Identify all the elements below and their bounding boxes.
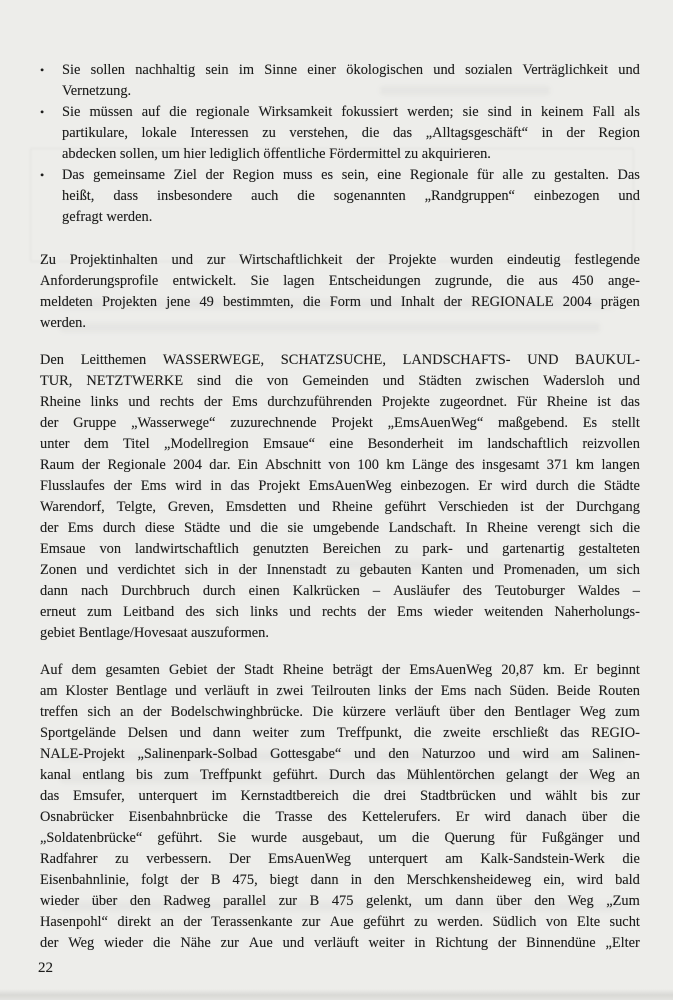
text-line: Radfahrer zu verbessern. Der EmsAuenWeg unterquert am Kalk-Sandstein-Werk die [40, 851, 640, 867]
text-line: Flusslaufes der Ems wird in das Projekt EmsAuenWeg einbezogen. Er wird durch die Städte [40, 478, 640, 494]
text-line: der Weg wieder die Nähe zur Aue und verläuft weiter in Richtung der Binnendüne „Elter [40, 935, 640, 951]
text-line: unter dem Titel „Modellregion Emsaue“ eine Besonderheit im landschaftlich reizvollen [40, 436, 640, 452]
text-line: TUR, NETZTWERKE sind die von Gemeinden und Städten zwischen Wadersloh und [40, 373, 640, 389]
bullet-icon: • [40, 105, 45, 119]
text-line: gebiet Bentlage/Hovesaat auszuformen. [40, 625, 269, 641]
text-line: Sie sollen nachhaltig sein im Sinne einer ökologischen und sozialen Verträglichkeit und [62, 62, 640, 78]
text-line: Auf dem gesamten Gebiet der Stadt Rheine beträgt der EmsAuenWeg 20,87 km. Er beginnt [40, 662, 640, 678]
text-line: der Gruppe „Wasserwege“ zuzurechnende Projekt „EmsAuenWeg“ maßgebend. Es stellt [40, 415, 640, 431]
text-line: Hasenpohl“ direkt an der Terassenkante zur Aue geführt zu werden. Südlich von Elte sucht [40, 914, 640, 930]
text-line: dann nach Durchbruch durch einen Kalkrücken – Ausläufer des Teutoburger Waldes – [40, 583, 640, 599]
text-line: Eisenbahnlinie, folgt der B 475, biegt dann in den Merschkensheideweg ein, wird bald [40, 872, 640, 888]
bullet-item [40, 102, 640, 165]
text-line: das Emsufer, unterquert im Kernstadtbereich die drei Stadtbrücken und wählt bis zur [40, 788, 640, 804]
bullet-item [40, 60, 640, 102]
bullet-item [40, 165, 640, 228]
paragraph-leitthemen [40, 350, 640, 644]
bullet-text [62, 102, 640, 165]
text-line: Vernetzung. [62, 83, 132, 99]
text-line: Zonen und verdichtet sich in der Innenstadt zu gebauten Kanten und Promenaden, um sich [40, 562, 640, 578]
text-line: der Ems durch diese Städte und die sie umgebende Landschaft. In Rheine verengt sich die [40, 520, 640, 536]
text-line: „Soldatenbrücke“ geführt. Sie wurde ausgebaut, um die Querung für Fußgänger und [40, 830, 640, 846]
bullet-icon: • [40, 168, 45, 182]
text-line: Den Leitthemen WASSERWEGE, SCHATZSUCHE, LANDSCHAFTS- UND BAUKUL- [40, 352, 640, 368]
text-line: Anforderungsprofile entwickelt. Sie lagen Entscheidungen zugrunde, die aus 450 ange- [40, 273, 640, 289]
text-line: Emsaue von landwirtschaftlich genutzten Bereichen zu park- und gartenartig gestalteten [40, 541, 640, 557]
text-line: Zu Projektinhalten und zur Wirtschaftlichkeit der Projekte wurden eindeutig festlegende [40, 252, 640, 268]
page-content [40, 60, 640, 954]
paragraph-emsauenweg-route [40, 660, 640, 954]
bullet-text [62, 60, 640, 102]
text-line: Sie müssen auf die regionale Wirksamkeit fokussiert werden; sie sind in keinem Fall als [62, 104, 640, 120]
bullet-list [40, 60, 640, 228]
text-line: Sportgelände Delsen und dann weiter zum Treffpunkt, die zweite erschließt das REGIO- [40, 725, 640, 741]
text-line: kanal entlang bis zum Treffpunkt geführt. Durch das Mühlentörchen gelangt der Weg an [40, 767, 640, 783]
text-line: heißt, dass insbesondere auch die sogenannten „Randgruppen“ einbezogen und [62, 188, 640, 204]
scan-bottom-edge [0, 989, 673, 1000]
text-line: am Kloster Bentlage und verläuft in zwei Teilrouten links der Ems nach Süden. Beide Routen [40, 683, 640, 699]
bullet-icon: • [40, 63, 45, 77]
page-number: 22 [38, 960, 53, 976]
text-line: treffen sich an der Bodelschwinghbrücke. Die kürzere verläuft über den Bentlager Weg zum [40, 704, 640, 720]
text-line: abdecken sollen, um hier lediglich öffentliche Fördermittel zu akquirieren. [62, 146, 491, 162]
text-line: gefragt werden. [62, 209, 153, 225]
text-line: Das gemeinsame Ziel der Region muss es sein, eine Regionale für alle zu gestalten. Das [62, 167, 640, 183]
text-line: erneut zum Leitband des sich links und rechts der Ems wieder weitenden Naherholungs- [40, 604, 640, 620]
text-line: Rheine links und rechts der Ems durchzuführenden Projekte zugeordnet. Für Rheine ist das [40, 394, 640, 410]
text-line: NALE-Projekt „Salinenpark-Solbad Gottesgabe“ und den Naturzoo und wird am Salinen- [40, 746, 640, 762]
bullet-text [62, 165, 640, 228]
paragraph-requirements [40, 250, 640, 334]
text-line: wieder über den Radweg parallel zur B 475 gelenkt, um dann über den Weg „Zum [40, 893, 640, 909]
text-line: meldeten Projekten jene 49 bestimmten, die Form und Inhalt der REGIONALE 2004 prägen [40, 294, 640, 310]
text-line: werden. [40, 315, 86, 331]
text-line: Osnabrücker Eisenbahnbrücke die Trasse des Kettelerufers. Er wird danach über die [40, 809, 640, 825]
text-line: Warendorf, Telgte, Greven, Emsdetten und Rheine geführt Verschieden ist der Durchgang [40, 499, 640, 515]
text-line: Raum der Regionale 2004 dar. Ein Abschnitt von 100 km Länge des insgesamt 371 km langen [40, 457, 640, 473]
text-line: partikulare, lokale Interessen zu verstehen, die das „Alltagsgeschäft“ in der Region [62, 125, 640, 141]
